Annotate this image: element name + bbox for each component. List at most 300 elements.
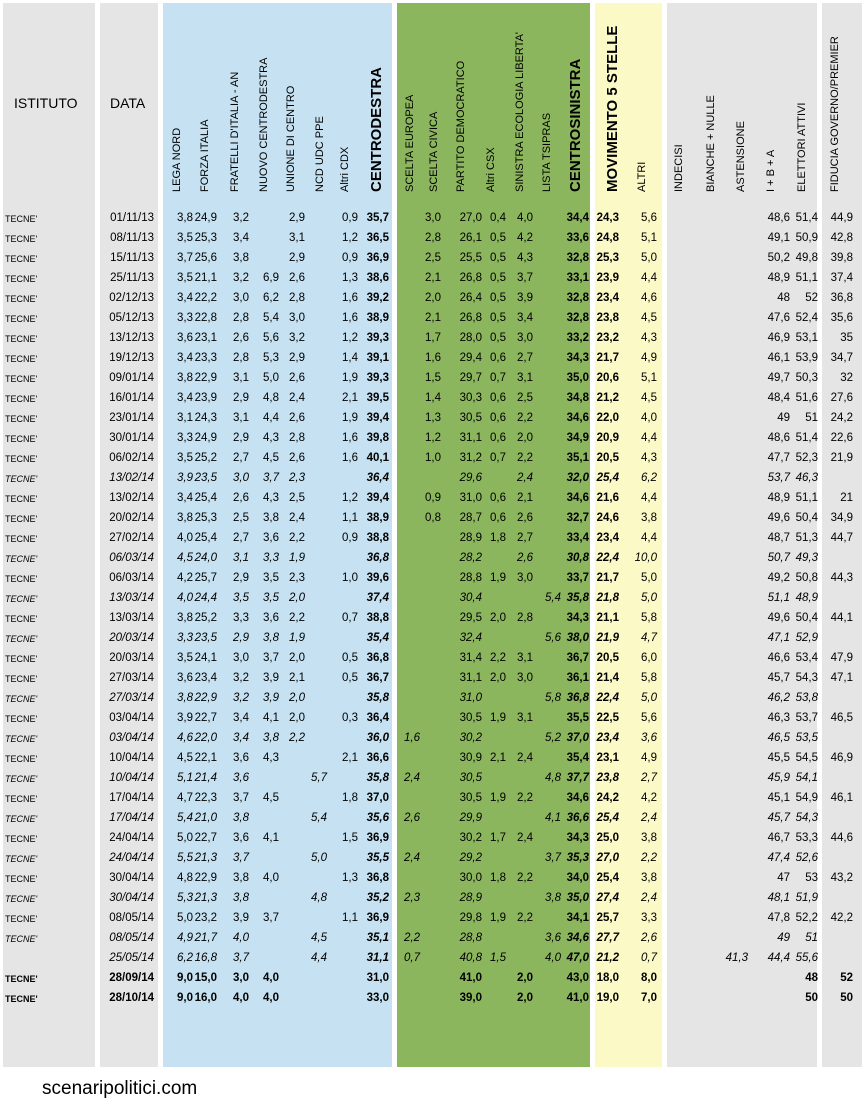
date-cell: 30/04/14 [109, 892, 154, 904]
value-cell: 35,4 [566, 752, 589, 764]
value-cell: 4,4 [641, 532, 657, 544]
date-cell: 13/03/14 [109, 612, 154, 624]
value-cell: 4,3 [641, 332, 657, 344]
value-cell: 27,7 [596, 932, 619, 944]
value-cell: 5,1 [641, 232, 657, 244]
value-cell: 23,3 [194, 352, 217, 364]
value-cell: 3,4 [177, 392, 193, 404]
value-cell: 5,8 [641, 612, 657, 624]
value-cell: 3,0 [233, 472, 249, 484]
value-cell: 4,9 [641, 752, 657, 764]
value-cell: 2,2 [517, 912, 533, 924]
value-cell: 53,7 [795, 712, 818, 724]
value-cell: 46,6 [767, 652, 790, 664]
value-cell: 31,1 [366, 952, 389, 964]
value-cell: 25,6 [194, 252, 217, 264]
value-cell: 48,9 [767, 272, 790, 284]
institute-cell: TECNE' [5, 594, 38, 604]
value-cell: 1,5 [490, 952, 506, 964]
value-cell: 3,0 [233, 292, 249, 304]
value-cell: 22,1 [194, 752, 217, 764]
column-header: LEGA NORD [171, 127, 183, 192]
value-cell: 44,6 [830, 832, 853, 844]
value-cell: 2,4 [289, 392, 305, 404]
value-cell: 45,7 [767, 812, 790, 824]
value-cell: 33,2 [566, 332, 589, 344]
value-cell: 3,3 [233, 612, 249, 624]
value-cell: 25,7 [596, 912, 619, 924]
value-cell: 34,1 [566, 912, 589, 924]
value-cell: 48,1 [767, 892, 790, 904]
institute-cell: TECNE' [5, 714, 38, 724]
value-cell: 23,2 [596, 332, 619, 344]
value-cell: 4,5 [641, 312, 657, 324]
value-cell: 3,3 [177, 312, 193, 324]
value-cell: 3,3 [641, 912, 657, 924]
value-cell: 4,0 [233, 992, 249, 1004]
value-cell: 25,4 [596, 472, 619, 484]
column-header: SINISTRA ECOLOGIA LIBERTA' [514, 31, 526, 192]
value-cell: 21,7 [596, 352, 619, 364]
value-cell: 36,5 [366, 232, 389, 244]
value-cell: 16,0 [194, 992, 217, 1004]
date-cell: 08/05/14 [109, 912, 154, 924]
value-cell: 3,8 [641, 832, 657, 844]
value-cell: 3,8 [177, 212, 193, 224]
value-cell: 53,3 [795, 832, 818, 844]
value-cell: 3,3 [263, 552, 279, 564]
value-cell: 25,4 [194, 532, 217, 544]
value-cell: 2,4 [641, 892, 657, 904]
value-cell: 46,1 [830, 792, 853, 804]
value-cell: 3,6 [233, 752, 249, 764]
value-cell: 20,9 [596, 432, 619, 444]
value-cell: 29,6 [459, 472, 482, 484]
value-cell: 5,0 [641, 572, 657, 584]
value-cell: 30,5 [459, 792, 482, 804]
value-cell: 3,6 [233, 832, 249, 844]
institute-cell: TECNE' [5, 654, 38, 664]
value-cell: 4,0 [263, 992, 279, 1004]
column-header: SCELTA EUROPEA [404, 94, 416, 192]
value-cell: 37,0 [366, 792, 389, 804]
value-cell: 4,8 [545, 772, 561, 784]
value-cell: 41,0 [459, 972, 482, 984]
value-cell: 0,6 [490, 492, 506, 504]
date-cell: 30/01/14 [109, 432, 154, 444]
value-cell: 51,9 [795, 892, 818, 904]
value-cell: 38,6 [366, 272, 389, 284]
column-header: MOVIMENTO 5 STELLE [604, 25, 621, 192]
value-cell: 50,9 [795, 232, 818, 244]
value-cell: 3,1 [289, 232, 305, 244]
value-cell: 3,2 [233, 272, 249, 284]
value-cell: 34,0 [566, 872, 589, 884]
value-cell: 2,8 [425, 232, 441, 244]
value-cell: 0,7 [342, 612, 358, 624]
value-cell: 2,0 [517, 992, 533, 1004]
value-cell: 39,2 [366, 292, 389, 304]
value-cell: 35,5 [366, 852, 389, 864]
value-cell: 42,8 [830, 232, 853, 244]
value-cell: 24,3 [596, 212, 619, 224]
value-cell: 4,4 [641, 432, 657, 444]
institute-cell: TECNE' [5, 554, 38, 564]
value-cell: 1,8 [490, 532, 506, 544]
value-cell: 10,0 [634, 552, 657, 564]
value-cell: 2,1 [490, 752, 506, 764]
value-cell: 46,7 [767, 832, 790, 844]
value-cell: 34,6 [566, 492, 589, 504]
value-cell: 32 [840, 372, 853, 384]
value-cell: 34,6 [566, 932, 589, 944]
value-cell: 39,4 [366, 492, 389, 504]
date-cell: 25/05/14 [109, 952, 154, 964]
value-cell: 2,2 [289, 532, 305, 544]
value-cell: 34,7 [830, 352, 853, 364]
value-cell: 5,6 [545, 632, 561, 644]
value-cell: 3,6 [641, 732, 657, 744]
value-cell: 3,1 [517, 652, 533, 664]
value-cell: 2,6 [289, 452, 305, 464]
value-cell: 38,9 [366, 512, 389, 524]
value-cell: 5,1 [177, 772, 193, 784]
value-cell: 41,0 [566, 992, 589, 1004]
institute-cell: TECNE' [5, 674, 38, 684]
value-cell: 2,6 [517, 512, 533, 524]
value-cell: 3,9 [263, 692, 279, 704]
value-cell: 2,0 [490, 612, 506, 624]
value-cell: 31,0 [459, 692, 482, 704]
value-cell: 44,1 [830, 612, 853, 624]
date-cell: 03/04/14 [109, 732, 154, 744]
value-cell: 3,0 [233, 652, 249, 664]
value-cell: 0,8 [425, 512, 441, 524]
value-cell: 2,2 [490, 652, 506, 664]
value-cell: 34,8 [566, 392, 589, 404]
value-cell: 38,0 [566, 632, 589, 644]
value-cell: 4,5 [641, 392, 657, 404]
value-cell: 2,4 [517, 752, 533, 764]
value-cell: 4,0 [517, 212, 533, 224]
value-cell: 0,7 [641, 952, 657, 964]
value-cell: 2,6 [517, 552, 533, 564]
column-header: NUOVO CENTRODESTRA [258, 57, 270, 192]
value-cell: 3,7 [233, 852, 249, 864]
value-cell: 36,7 [566, 652, 589, 664]
value-cell: 3,6 [263, 532, 279, 544]
value-cell: 52 [805, 292, 818, 304]
value-cell: 2,0 [490, 672, 506, 684]
institute-cell: TECNE' [5, 854, 38, 864]
value-cell: 36,8 [566, 692, 589, 704]
value-cell: 2,7 [233, 452, 249, 464]
value-cell: 47,8 [767, 912, 790, 924]
value-cell: 47,4 [767, 852, 790, 864]
value-cell: 3,0 [289, 312, 305, 324]
value-cell: 3,8 [641, 872, 657, 884]
value-cell: 19,0 [596, 992, 619, 1004]
value-cell: 2,0 [425, 292, 441, 304]
value-cell: 54,3 [795, 812, 818, 824]
column-header: Altri CSX [485, 147, 497, 192]
value-cell: 34,6 [566, 792, 589, 804]
institute-cell: TECNE' [5, 534, 38, 544]
value-cell: 3,4 [233, 712, 249, 724]
value-cell: 51,1 [795, 492, 818, 504]
value-cell: 47 [777, 872, 790, 884]
value-cell: 49,7 [767, 372, 790, 384]
value-cell: 22,0 [596, 412, 619, 424]
value-cell: 3,2 [233, 672, 249, 684]
value-cell: 1,9 [490, 572, 506, 584]
column-header: FIDUCIA GOVERNO/PREMIER [829, 36, 841, 192]
value-cell: 28,9 [459, 892, 482, 904]
value-cell: 51,6 [795, 392, 818, 404]
value-cell: 36,9 [366, 252, 389, 264]
value-cell: 39,6 [366, 572, 389, 584]
value-cell: 4,0 [641, 412, 657, 424]
value-cell: 0,6 [490, 432, 506, 444]
date-cell: 28/09/14 [109, 972, 154, 984]
date-cell: 24/04/14 [109, 852, 154, 864]
value-cell: 3,9 [177, 472, 193, 484]
value-cell: 48,6 [767, 212, 790, 224]
date-cell: 13/02/14 [109, 492, 154, 504]
value-cell: 36,8 [366, 552, 389, 564]
value-cell: 1,6 [342, 292, 358, 304]
column-header: FORZA ITALIA [199, 119, 211, 192]
value-cell: 21,9 [596, 632, 619, 644]
value-cell: 34,3 [566, 352, 589, 364]
institute-cell: TECNE' [5, 254, 38, 264]
value-cell: 55,6 [795, 952, 818, 964]
value-cell: 49,2 [767, 572, 790, 584]
value-cell: 32,0 [566, 472, 589, 484]
value-cell: 1,6 [342, 312, 358, 324]
value-cell: 3,1 [233, 412, 249, 424]
value-cell: 31,0 [459, 492, 482, 504]
value-cell: 2,1 [425, 272, 441, 284]
value-cell: 31,4 [459, 652, 482, 664]
value-cell: 2,2 [641, 852, 657, 864]
value-cell: 1,2 [342, 232, 358, 244]
value-cell: 1,9 [342, 372, 358, 384]
value-cell: 1,3 [425, 412, 441, 424]
value-cell: 4,5 [263, 792, 279, 804]
value-cell: 23,2 [194, 912, 217, 924]
value-cell: 35,0 [566, 892, 589, 904]
value-cell: 4,4 [641, 272, 657, 284]
date-cell: 27/03/14 [109, 692, 154, 704]
value-cell: 52,4 [795, 312, 818, 324]
value-cell: 3,5 [177, 652, 193, 664]
value-cell: 4,3 [517, 252, 533, 264]
date-cell: 13/12/13 [109, 332, 154, 344]
value-cell: 3,0 [517, 572, 533, 584]
column-header: ELETTORI ATTIVI [796, 102, 808, 192]
date-cell: 02/12/13 [109, 292, 154, 304]
value-cell: 1,2 [342, 492, 358, 504]
value-cell: 4,5 [311, 932, 327, 944]
value-cell: 36,8 [366, 652, 389, 664]
value-cell: 4,0 [263, 872, 279, 884]
value-cell: 35,5 [566, 712, 589, 724]
institute-cell: TECNE' [5, 214, 38, 224]
institute-cell: TECNE' [5, 754, 38, 764]
value-cell: 0,6 [490, 412, 506, 424]
value-cell: 36,8 [830, 292, 853, 304]
value-cell: 4,7 [177, 792, 193, 804]
value-cell: 3,6 [177, 332, 193, 344]
value-cell: 28,8 [459, 932, 482, 944]
value-cell: 5,4 [311, 812, 327, 824]
value-cell: 34,3 [566, 832, 589, 844]
value-cell: 24,2 [830, 412, 853, 424]
column-header: SCELTA CIVICA [428, 111, 440, 192]
value-cell: 2,0 [289, 692, 305, 704]
value-cell: 3,6 [263, 612, 279, 624]
value-cell: 54,3 [795, 672, 818, 684]
value-cell: 34,4 [566, 212, 589, 224]
value-cell: 54,5 [795, 752, 818, 764]
value-cell: 3,8 [641, 512, 657, 524]
value-cell: 25,2 [194, 452, 217, 464]
value-cell: 3,4 [517, 312, 533, 324]
value-cell: 51 [805, 412, 818, 424]
value-cell: 3,6 [233, 772, 249, 784]
value-cell: 53,1 [795, 332, 818, 344]
value-cell: 39,8 [830, 252, 853, 264]
value-cell: 23,9 [596, 272, 619, 284]
value-cell: 2,8 [517, 612, 533, 624]
value-cell: 0,7 [404, 952, 420, 964]
value-cell: 26,4 [459, 292, 482, 304]
institute-cell: TECNE' [5, 614, 38, 624]
value-cell: 3,7 [263, 912, 279, 924]
value-cell: 54,1 [795, 772, 818, 784]
institute-cell: TECNE' [5, 834, 38, 844]
value-cell: 3,9 [517, 292, 533, 304]
value-cell: 2,4 [641, 812, 657, 824]
value-cell: 35,2 [366, 892, 389, 904]
value-cell: 53,8 [795, 692, 818, 704]
value-cell: 22,0 [194, 732, 217, 744]
value-cell: 29,8 [459, 912, 482, 924]
value-cell: 4,8 [177, 872, 193, 884]
value-cell: 2,1 [289, 672, 305, 684]
value-cell: 0,5 [490, 232, 506, 244]
value-cell: 36,9 [366, 832, 389, 844]
value-cell: 4,2 [517, 232, 533, 244]
value-cell: 3,1 [177, 412, 193, 424]
value-cell: 38,8 [366, 612, 389, 624]
value-cell: 4,9 [177, 932, 193, 944]
institute-cell: TECNE' [5, 334, 38, 344]
value-cell: 50,4 [795, 612, 818, 624]
value-cell: 23,5 [194, 472, 217, 484]
value-cell: 2,7 [517, 352, 533, 364]
value-cell: 40,8 [459, 952, 482, 964]
value-cell: 24,9 [194, 432, 217, 444]
value-cell: 1,9 [289, 552, 305, 564]
value-cell: 39,5 [366, 392, 389, 404]
value-cell: 48,9 [767, 492, 790, 504]
value-cell: 27,0 [596, 852, 619, 864]
value-cell: 52,9 [795, 632, 818, 644]
value-cell: 1,4 [342, 352, 358, 364]
value-cell: 36,4 [366, 712, 389, 724]
value-cell: 21,0 [194, 812, 217, 824]
value-cell: 3,7 [545, 852, 561, 864]
value-cell: 1,7 [490, 832, 506, 844]
value-cell: 25,4 [596, 872, 619, 884]
value-cell: 36,8 [366, 872, 389, 884]
value-cell: 1,5 [425, 372, 441, 384]
value-cell: 2,6 [641, 932, 657, 944]
value-cell: 35,7 [366, 212, 389, 224]
value-cell: 3,4 [233, 232, 249, 244]
value-cell: 3,8 [545, 892, 561, 904]
value-cell: 2,9 [233, 572, 249, 584]
value-cell: 4,1 [263, 712, 279, 724]
value-cell: 2,9 [233, 432, 249, 444]
value-cell: 3,7 [263, 472, 279, 484]
value-cell: 3,7 [233, 952, 249, 964]
value-cell: 46,3 [767, 712, 790, 724]
value-cell: 4,5 [177, 752, 193, 764]
value-cell: 3,7 [233, 792, 249, 804]
value-cell: 39,3 [366, 372, 389, 384]
institute-cell: TECNE' [5, 294, 38, 304]
value-cell: 39,1 [366, 352, 389, 364]
value-cell: 3,8 [263, 732, 279, 744]
value-cell: 50 [805, 992, 818, 1004]
value-cell: 1,1 [342, 912, 358, 924]
value-cell: 48,7 [767, 532, 790, 544]
value-cell: 35,8 [366, 692, 389, 704]
value-cell: 22,3 [194, 792, 217, 804]
value-cell: 1,0 [425, 452, 441, 464]
value-cell: 47,0 [566, 952, 589, 964]
value-cell: 37,0 [566, 732, 589, 744]
value-cell: 0,5 [490, 292, 506, 304]
value-cell: 35,0 [566, 372, 589, 384]
value-cell: 2,0 [517, 432, 533, 444]
value-cell: 23,4 [194, 672, 217, 684]
date-cell: 06/03/14 [109, 552, 154, 564]
value-cell: 5,8 [641, 672, 657, 684]
value-cell: 4,5 [177, 552, 193, 564]
value-cell: 23,4 [596, 292, 619, 304]
date-cell: 20/02/14 [109, 512, 154, 524]
value-cell: 49,1 [767, 232, 790, 244]
value-cell: 2,8 [289, 432, 305, 444]
value-cell: 2,6 [233, 332, 249, 344]
value-cell: 50 [840, 992, 853, 1004]
value-cell: 3,7 [263, 652, 279, 664]
value-cell: 33,4 [566, 532, 589, 544]
value-cell: 1,9 [289, 632, 305, 644]
value-cell: 23,1 [596, 752, 619, 764]
value-cell: 32,4 [459, 632, 482, 644]
date-cell: 13/03/14 [109, 592, 154, 604]
value-cell: 45,9 [767, 772, 790, 784]
value-cell: 50,8 [795, 572, 818, 584]
value-cell: 34,9 [830, 512, 853, 524]
value-cell: 23,8 [596, 312, 619, 324]
value-cell: 30,9 [459, 752, 482, 764]
